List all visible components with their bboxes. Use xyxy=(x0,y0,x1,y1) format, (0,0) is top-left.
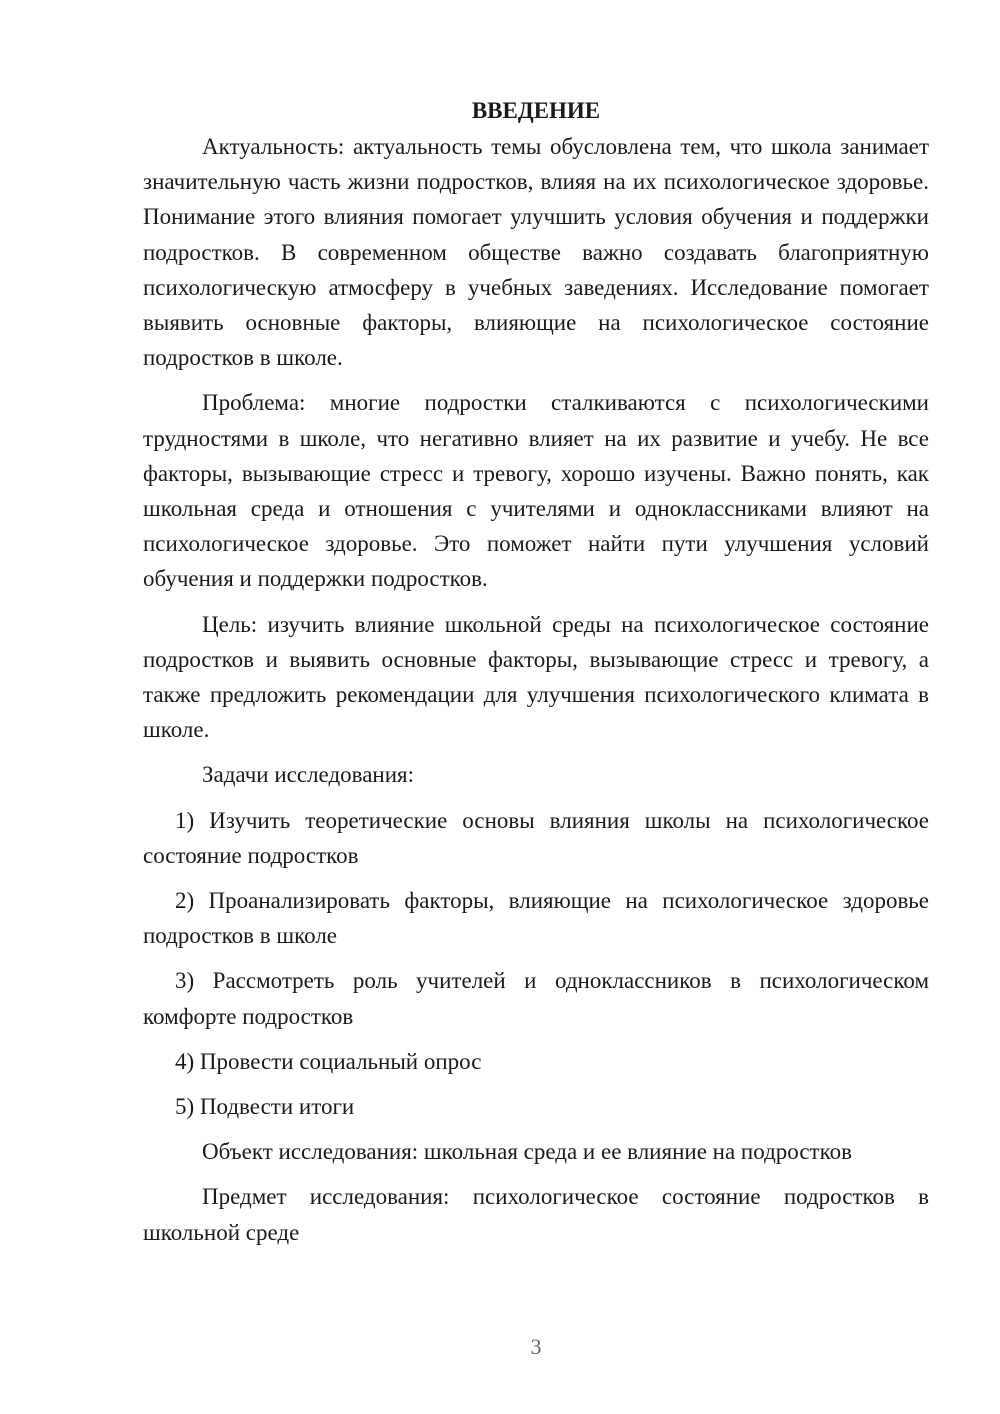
tasks-heading: Задачи исследования: xyxy=(202,762,415,788)
goal-paragraph: Цель: изучить влияние школьной среды на психологическое состояние подростков и выявить основные факторы, вызывающие стресс и тревогу, а также предложить рекомендации для улучшения психологического климата в школе. xyxy=(143,611,929,743)
page-number: 3 xyxy=(530,1334,542,1359)
task-item-3: 3) Рассмотреть роль учителей и одноклассников в психологическом комфорте подростков xyxy=(143,968,929,1029)
task-item-2: 2) Проанализировать факторы, влияющие на психологическое здоровье подростков в школе xyxy=(143,888,929,949)
task-item-5: 5) Подвести итоги xyxy=(175,1094,355,1120)
section-title: ВВЕДЕНИЕ xyxy=(471,98,601,123)
task-item-4: 4) Провести социальный опрос xyxy=(175,1048,482,1074)
problem-paragraph: Проблема: многие подростки сталкиваются с психологическими трудностями в школе, что негативно влияет на их развитие и учебу. Не все факторы, вызывающие стресс и тревогу, хорошо изучены. Важно понять, как школьная среда и отношения с учителями и одноклассниками влияют на психологическое здоровье. Это поможет найти пути улучшения условий обучения и поддержки подростков. xyxy=(143,390,929,592)
object-paragraph: Объект исследования: школьная среда и ее влияние на подростков xyxy=(202,1139,852,1165)
page-content xyxy=(143,96,929,1250)
subject-paragraph: Предмет исследования: психологическое состояние подростков в школьной среде xyxy=(143,1184,929,1245)
relevance-paragraph: Актуальность: актуальность темы обусловлена тем, что школа занимает значительную часть жизни подростков, влияя на их психологическое здоровье. Понимание этого влияния помогает улучшить условия обучения и поддержки подростков. В современном обществе важно создавать благоприятную психологическую атмосферу в учебных заведениях. Исследование помогает выявить основные факторы, влияющие на психологическое состояние подростков в школе. xyxy=(143,134,929,371)
task-item-1: 1) Изучить теоретические основы влияния школы на психологическое состояние подростков xyxy=(143,807,929,868)
